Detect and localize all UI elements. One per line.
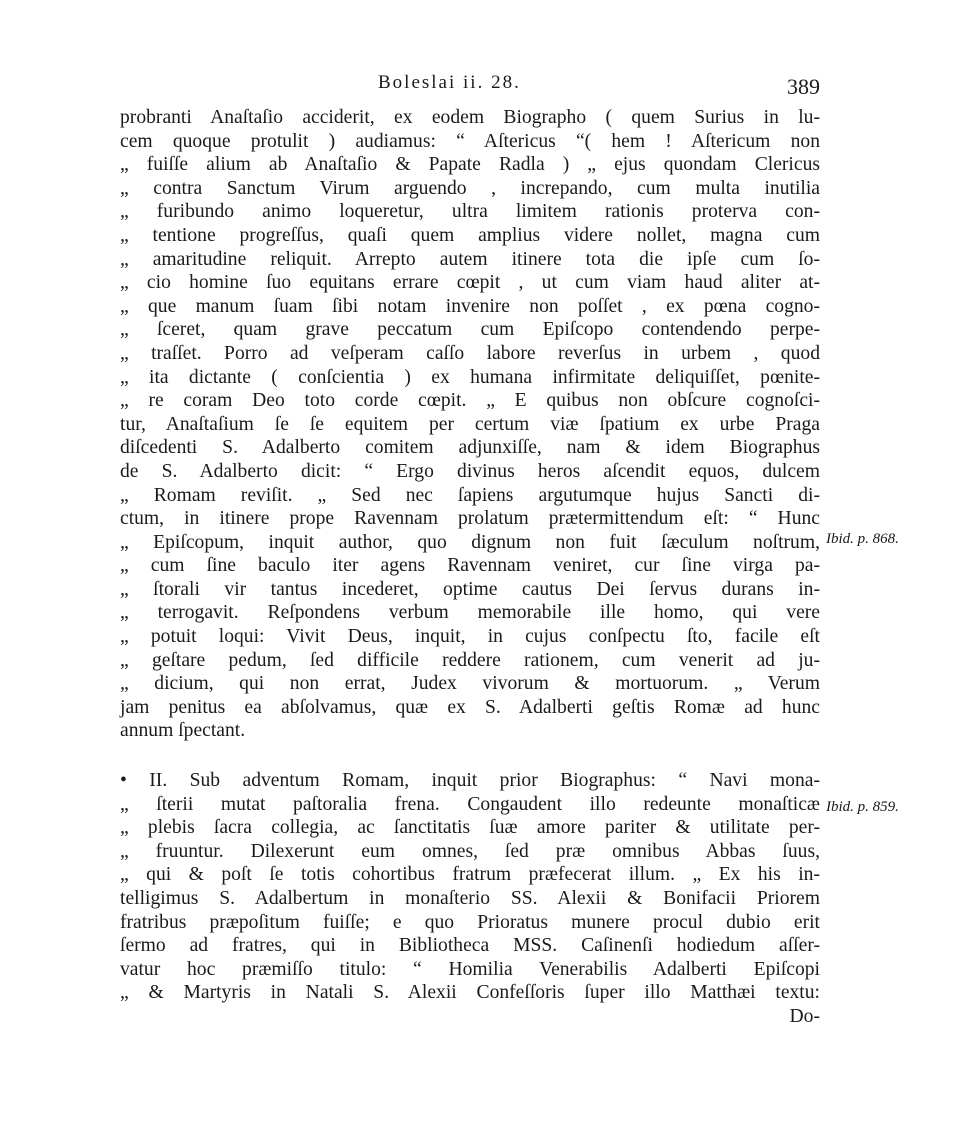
text-line: „ furibundo animo loqueretur, ultra limitem rationis proterva con- xyxy=(120,201,820,223)
text-line: telligimus S. Adalbertum in monaſterio SS. Alexii & Bonifacii Priorem xyxy=(120,888,820,909)
text-line: „ cio homine ſuo equitans errare cœpit , ut cum viam haud aliter at- xyxy=(120,272,820,294)
margin-note: Ibid. p. 868. xyxy=(826,531,899,547)
margin-note: Ibid. p. 859. xyxy=(826,799,899,815)
text-line: „ & Martyris in Natali S. Alexii Confeſſoris ſuper illo Matthæi textu: xyxy=(120,982,820,1004)
text-line: „ amaritudine reliquit. Arrepto autem itinere tota die ipſe cum ſo- xyxy=(120,248,820,270)
text-line: „ qui & poſt ſe totis cohortibus fratrum præfecerat illum. „ Ex his in- xyxy=(120,864,820,886)
text-line: „ tentione progreſſus, quaſi quem amplius videre nollet, magna cum xyxy=(120,224,820,246)
text-line: ctum, in itinere prope Ravennam prolatum prætermittendum eſt: “ Hunc xyxy=(120,508,820,530)
text-line: „ plebis ſacra collegia, ac ſanctitatis ſuæ amore pariter & utilitate per- xyxy=(120,817,820,839)
text-line: probranti Anaſtaſio acciderit, ex eodem Biographo ( quem Surius in lu- xyxy=(120,107,820,128)
catchword: Do- xyxy=(789,1005,820,1027)
text-line: „ ſtorali vir tantus incederet, optime cautus Dei ſervus durans in- xyxy=(120,578,820,600)
body-text xyxy=(120,106,820,1029)
page-number: 389 xyxy=(787,74,820,99)
text-line: „ potuit loqui: Vivit Deus, inquit, in cujus conſpectu ſto, facile eſt xyxy=(120,626,820,648)
text-line: jam penitus ea abſolvamus, quæ ex S. Adalberti geſtis Romæ ad hunc xyxy=(120,696,820,718)
text-line: „ ita dictante ( conſcientia ) ex humana infirmitate deliquiſſet, pœnite- xyxy=(120,366,820,388)
text-line: fratribus præpoſitum fuiſſe; e quo Prioratus munere procul dubio erit xyxy=(120,911,820,933)
text-line: „ cum ſine baculo iter agens Ravennam veniret, cur ſine virga pa- xyxy=(120,555,820,577)
text-line: „ dicium, qui non errat, Judex vivorum & mortuorum. „ Verum xyxy=(120,673,820,695)
text-line: „ Epiſcopum, inquit author, quo dignum non fuit ſæculum noſtrum, xyxy=(120,531,820,553)
text-line: „ Romam reviſit. „ Sed nec ſapiens argutumque hujus Sancti di- xyxy=(120,484,820,506)
text-line: „ ſceret, quam grave peccatum cum Epiſcopo contendendo perpe- xyxy=(120,319,820,341)
text-line: „ terrogavit. Reſpondens verbum memorabile ille homo, qui vere xyxy=(120,602,820,624)
running-head-title: Boleslai ii. 28. xyxy=(378,72,521,93)
text-line: • II. Sub adventum Romam, inquit prior Biographus: “ Navi mona- xyxy=(120,770,820,792)
text-line: cem quoque protulit ) audiamus: “ Aſtericus “( hem ! Aſtericum non xyxy=(120,130,820,152)
text-line: „ fruuntur. Dilexerunt eum omnes, ſed præ omnibus Abbas ſuus, xyxy=(120,840,820,862)
text-line: diſcedenti S. Adalberto comitem adjunxiſſe, nam & idem Biographus xyxy=(120,437,820,459)
text-line: „ geſtare pedum, ſed difficile reddere rationem, cum venerit ad ju- xyxy=(120,649,820,671)
text-line: ſermo ad fratres, qui in Bibliotheca MSS. Caſinenſi hodiedum aſſer- xyxy=(120,935,820,957)
text-line: vatur hoc præmiſſo titulo: “ Homilia Venerabilis Adalberti Epiſcopi xyxy=(120,958,820,980)
text-line: „ fuiſſe alium ab Anaſtaſio & Papate Radla ) „ ejus quondam Clericus xyxy=(120,154,820,176)
text-line: „ re coram Deo toto corde cœpit. „ E quibus non obſcure cognoſci- xyxy=(120,390,820,412)
running-head xyxy=(120,72,820,102)
text-line: tur, Anaſtaſium ſe ſe equitem per certum viæ ſpatium ex urbe Praga xyxy=(120,413,820,435)
text-line: „ que manum ſuam ſibi notam invenire non poſſet , ex pœna cogno- xyxy=(120,295,820,317)
text-line: annum ſpectant. xyxy=(120,720,246,742)
text-line: „ ſterii mutat paſtoralia frena. Congaudent illo redeunte monaſticæ xyxy=(120,793,820,815)
text-line: „ contra Sanctum Virum arguendo , increpando, cum multa inutilia xyxy=(120,177,820,199)
text-line: „ traſſet. Porro ad veſperam caſſo labore reverſus in urbem , quod xyxy=(120,342,820,364)
text-line: de S. Adalberto dicit: “ Ergo divinus heros aſcendit equos, dulcem xyxy=(120,460,820,482)
